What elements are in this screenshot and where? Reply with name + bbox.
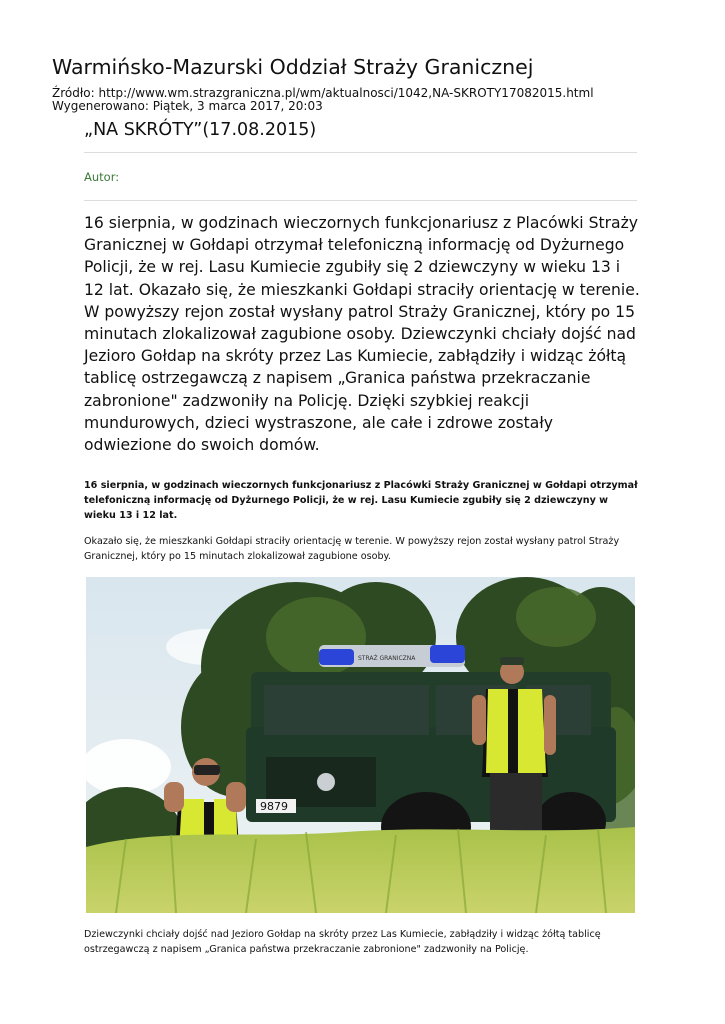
photo-caption: Dziewczynki chciały dojść nad Jezioro Gołdap na skróty przez Las Kumiecie, zabłądziły i widząc żółtą tablicę ostrzegawczą z napisem „Granica państwa przekraczanie zabronione" zadzwoniły na Policję. (84, 929, 601, 955)
generated-line: Wygenerowano: Piątek, 3 marca 2017, 20:03 (52, 98, 323, 113)
article-photo (86, 577, 635, 913)
article-lead: 16 sierpnia, w godzinach wieczornych funkcjonariusz z Placówki Straży Granicznej w Gołdapi otrzymał telefoniczną informację od Dyżurnego Policji, że w rej. Lasu Kumiecie zgubiły się 2 dziewczyny w wieku 13 i 12 lat. Okazało się, że mieszkanki Gołdapi straciły orientację w terenie. W powyższy rejon został wysłany patrol Straży Granicznej, który po 15 minutach zlokalizował zagubione osoby. Dziewczynki chciały dojść nad Jezioro Gołdap na skróty przez Las Kumiecie, zabłądziły i widząc żółtą tablicę ostrzegawczą z napisem „Granica państwa przekraczanie zabronione" zadzwoniły na Policję. Dzięki szybkiej reakcji mundurowych, dzieci wystraszone, ale całe i zdrowe zostały odwiezione do swoich domów. (84, 214, 640, 455)
author-label: Autor: (84, 170, 120, 184)
article-title: „NA SKRÓTY”(17.08.2015) (84, 120, 317, 140)
source-line: Źródło: http://www.wm.strazgraniczna.pl/wm/aktualnosci/1042,NA-SKROTY17082015.html (52, 86, 594, 100)
svg-text:9879: 9879 (260, 800, 288, 813)
article-paragraph: Okazało się, że mieszkanki Gołdapi straciły orientację w terenie. W powyższy rejon został wysłany patrol Straży Granicznej, który po 15 minutach zlokalizował zagubione osoby. (84, 536, 620, 562)
svg-text:STRAŻ GRANICZNA: STRAŻ GRANICZNA (358, 655, 416, 662)
document-meta (52, 87, 594, 112)
divider (84, 152, 637, 153)
divider (84, 200, 637, 201)
site-title: Warmińsko-Mazurski Oddział Straży Granicznej (52, 55, 534, 79)
article-bold-paragraph: 16 sierpnia, w godzinach wieczornych funkcjonariusz z Placówki Straży Granicznej w Gołdapi otrzymał telefoniczną informację od Dyżurnego Policji, że w rej. Lasu Kumiecie zgubiły się 2 dziewczyny w wieku 13 i 12 lat. (84, 480, 638, 521)
